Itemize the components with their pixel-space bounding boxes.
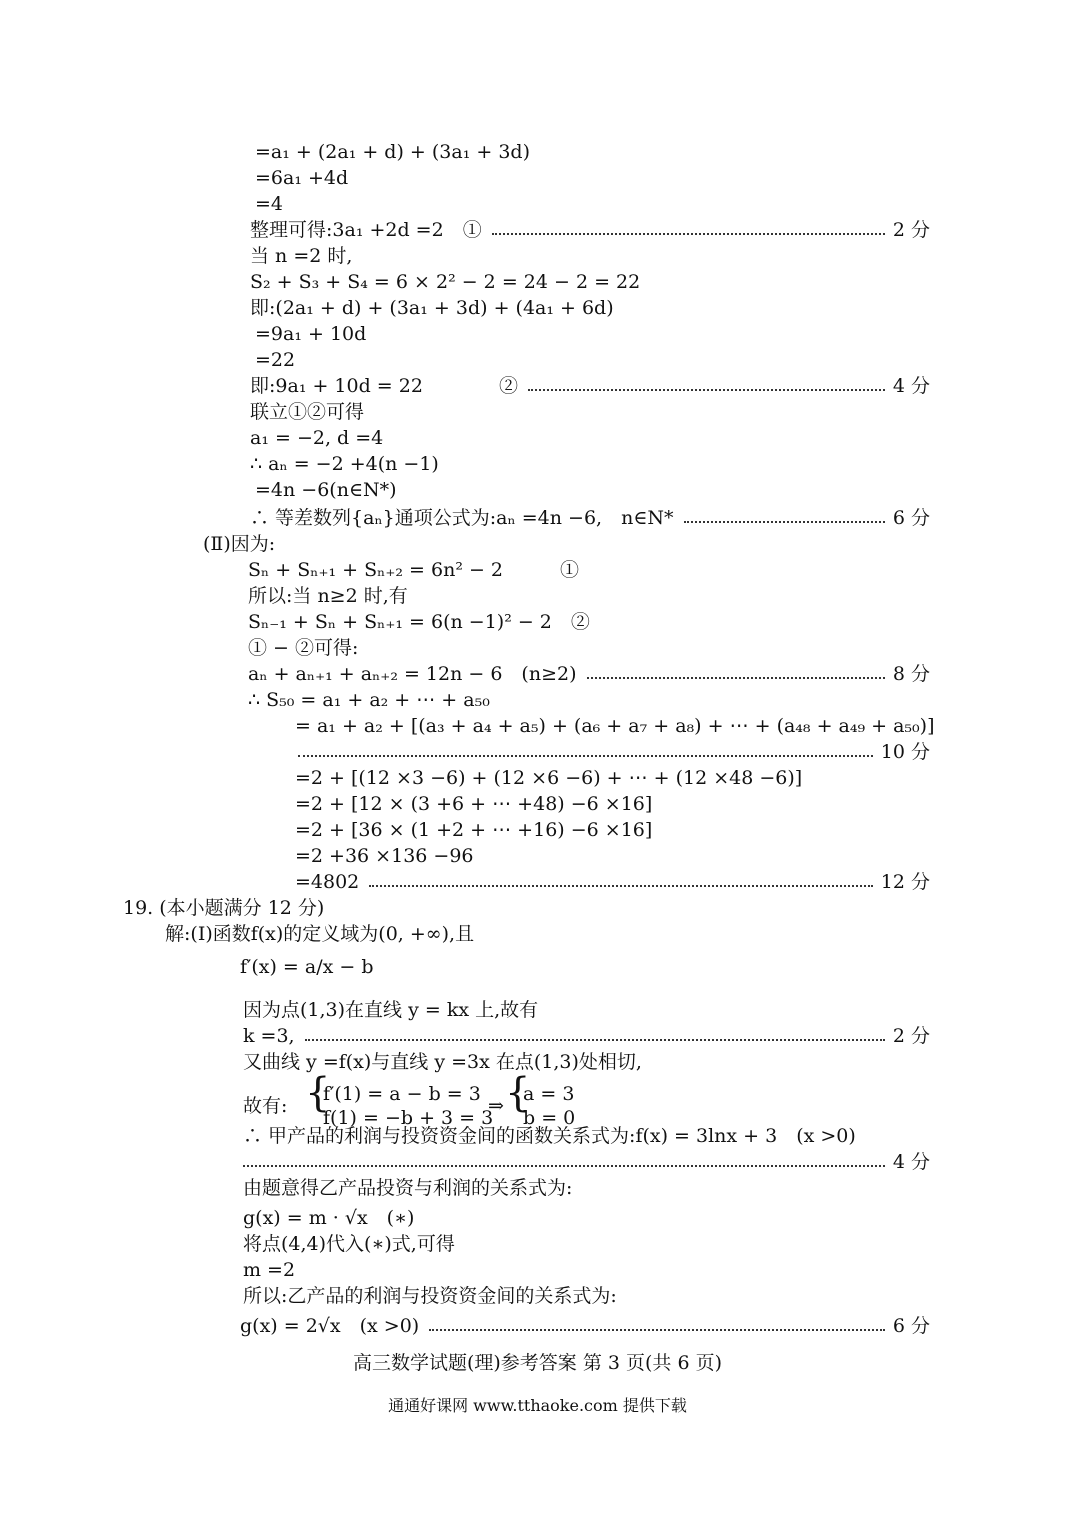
line-14: =4n −6(n∈N*): [255, 479, 397, 501]
line-9: =22: [255, 349, 296, 371]
line-13: ∴ aₙ = −2 +4(n −1): [250, 453, 439, 475]
system-of-equations: 故有: { f′(1) = a − b = 3 f(1) = −b + 3 = 3 ⇒ { a = 3 b = 0: [243, 1070, 576, 1129]
line-4: 整理可得:3a₁ +2d =2 ① 2 分: [250, 219, 930, 241]
dot-leader: [305, 1039, 885, 1041]
line-17: Sₙ + Sₙ₊₁ + Sₙ₊₂ = 6n² − 2 ①: [248, 559, 580, 581]
line-3: =4: [255, 193, 284, 215]
left-brace: {: [305, 1070, 331, 1116]
line-46: 将点(4,4)代入(∗)式,可得: [243, 1233, 455, 1255]
line-8: =9a₁ + 10d: [255, 323, 367, 345]
line-34: k =3, 2 分: [243, 1025, 930, 1047]
line-49: g(x) = 2√x (x >0) 6 分: [240, 1315, 930, 1337]
line-20: ① − ②可得:: [248, 637, 359, 659]
dot-leader: [369, 885, 873, 887]
line-23: = a₁ + a₂ + [(a₃ + a₄ + a₅) + (a₆ + a₇ + a₈) + ⋯ + (a₄₈ + a₄₉ + a₅₀)]: [295, 715, 935, 737]
score: 6 分: [892, 1315, 930, 1337]
line-48: 所以:乙产品的利润与投资资金间的关系式为:: [243, 1285, 617, 1307]
right-brace: {: [505, 1070, 531, 1116]
dot-leader: [429, 1329, 885, 1331]
line-22: ∴ S₅₀ = a₁ + a₂ + ⋯ + a₅₀: [248, 689, 490, 711]
line-6: S₂ + S₃ + S₄ = 6 × 2² − 2 = 24 − 2 = 22: [250, 271, 641, 293]
problem-19-heading: 19. (本小题满分 12 分): [123, 897, 325, 919]
line-16: (Ⅱ)因为:: [203, 533, 276, 555]
score: 4 分: [892, 1151, 930, 1173]
line-5: 当 n =2 时,: [250, 245, 353, 267]
page-footer: 高三数学试题(理)参考答案 第 3 页(共 6 页): [352, 1352, 723, 1374]
dot-leader: [684, 521, 885, 523]
score: 6 分: [892, 507, 930, 529]
line-15: ∴ 等差数列{aₙ}通项公式为:aₙ =4n −6, n∈N* 6 分: [250, 507, 930, 529]
line-18: 所以:当 n≥2 时,有: [248, 585, 408, 607]
dot-leader: [298, 755, 873, 757]
line-47: m =2: [243, 1259, 296, 1281]
line-21: aₙ + aₙ₊₁ + aₙ₊₂ = 12n − 6 (n≥2) 8 分: [248, 663, 930, 685]
line-11: 联立①②可得: [250, 401, 365, 423]
line-27: =2 + [36 × (1 +2 + ⋯ +16) −6 ×16]: [295, 819, 653, 841]
line-25: =2 + [(12 ×3 −6) + (12 ×6 −6) + ⋯ + (12 ×48 −6)]: [295, 767, 803, 789]
line-44: 由题意得乙产品投资与利润的关系式为:: [243, 1177, 573, 1199]
line-2: =6a₁ +4d: [255, 167, 349, 189]
score: 12 分: [880, 871, 930, 893]
line-19: Sₙ₋₁ + Sₙ + Sₙ₊₁ = 6(n −1)² − 2 ②: [248, 611, 590, 633]
score: 4 分: [892, 375, 930, 397]
line-26: =2 + [12 × (3 +6 + ⋯ +48) −6 ×16]: [295, 793, 653, 815]
line-10: 即:9a₁ + 10d = 22 ② 4 分: [250, 375, 930, 397]
dot-leader: [492, 233, 885, 235]
line-43: [243, 1150, 930, 1174]
dot-leader: [243, 1165, 885, 1167]
line-24: [298, 740, 930, 764]
line-28: =2 +36 ×136 −96: [295, 845, 474, 867]
dot-leader: [528, 389, 885, 391]
line-32: f′(x) = a/x − b: [240, 956, 374, 978]
line-7: 即:(2a₁ + d) + (3a₁ + 3d) + (4a₁ + 6d): [250, 297, 614, 319]
line-42: ∴ 甲产品的利润与投资资金间的函数关系式为:f(x) = 3lnx + 3 (x >0): [243, 1125, 856, 1147]
line-31: 解:(Ⅰ)函数f(x)的定义域为(0, +∞),且: [165, 923, 475, 945]
line-29: =4802 12 分: [295, 871, 930, 893]
line-12: a₁ = −2, d =4: [250, 427, 384, 449]
source-watermark: 通通好课网 www.tthaoke.com 提供下载: [388, 1396, 687, 1415]
line-1: =a₁ + (2a₁ + d) + (3a₁ + 3d): [255, 141, 530, 163]
score: 2 分: [892, 1025, 930, 1047]
line-35: 又曲线 y =f(x)与直线 y =3x 在点(1,3)处相切,: [243, 1051, 642, 1073]
line-45: g(x) = m · √x (∗): [243, 1207, 415, 1229]
score: 8 分: [892, 663, 930, 685]
line-33: 因为点(1,3)在直线 y = kx 上,故有: [243, 999, 539, 1021]
score: 2 分: [892, 219, 930, 241]
score: 10 分: [880, 741, 930, 763]
dot-leader: [587, 677, 885, 679]
